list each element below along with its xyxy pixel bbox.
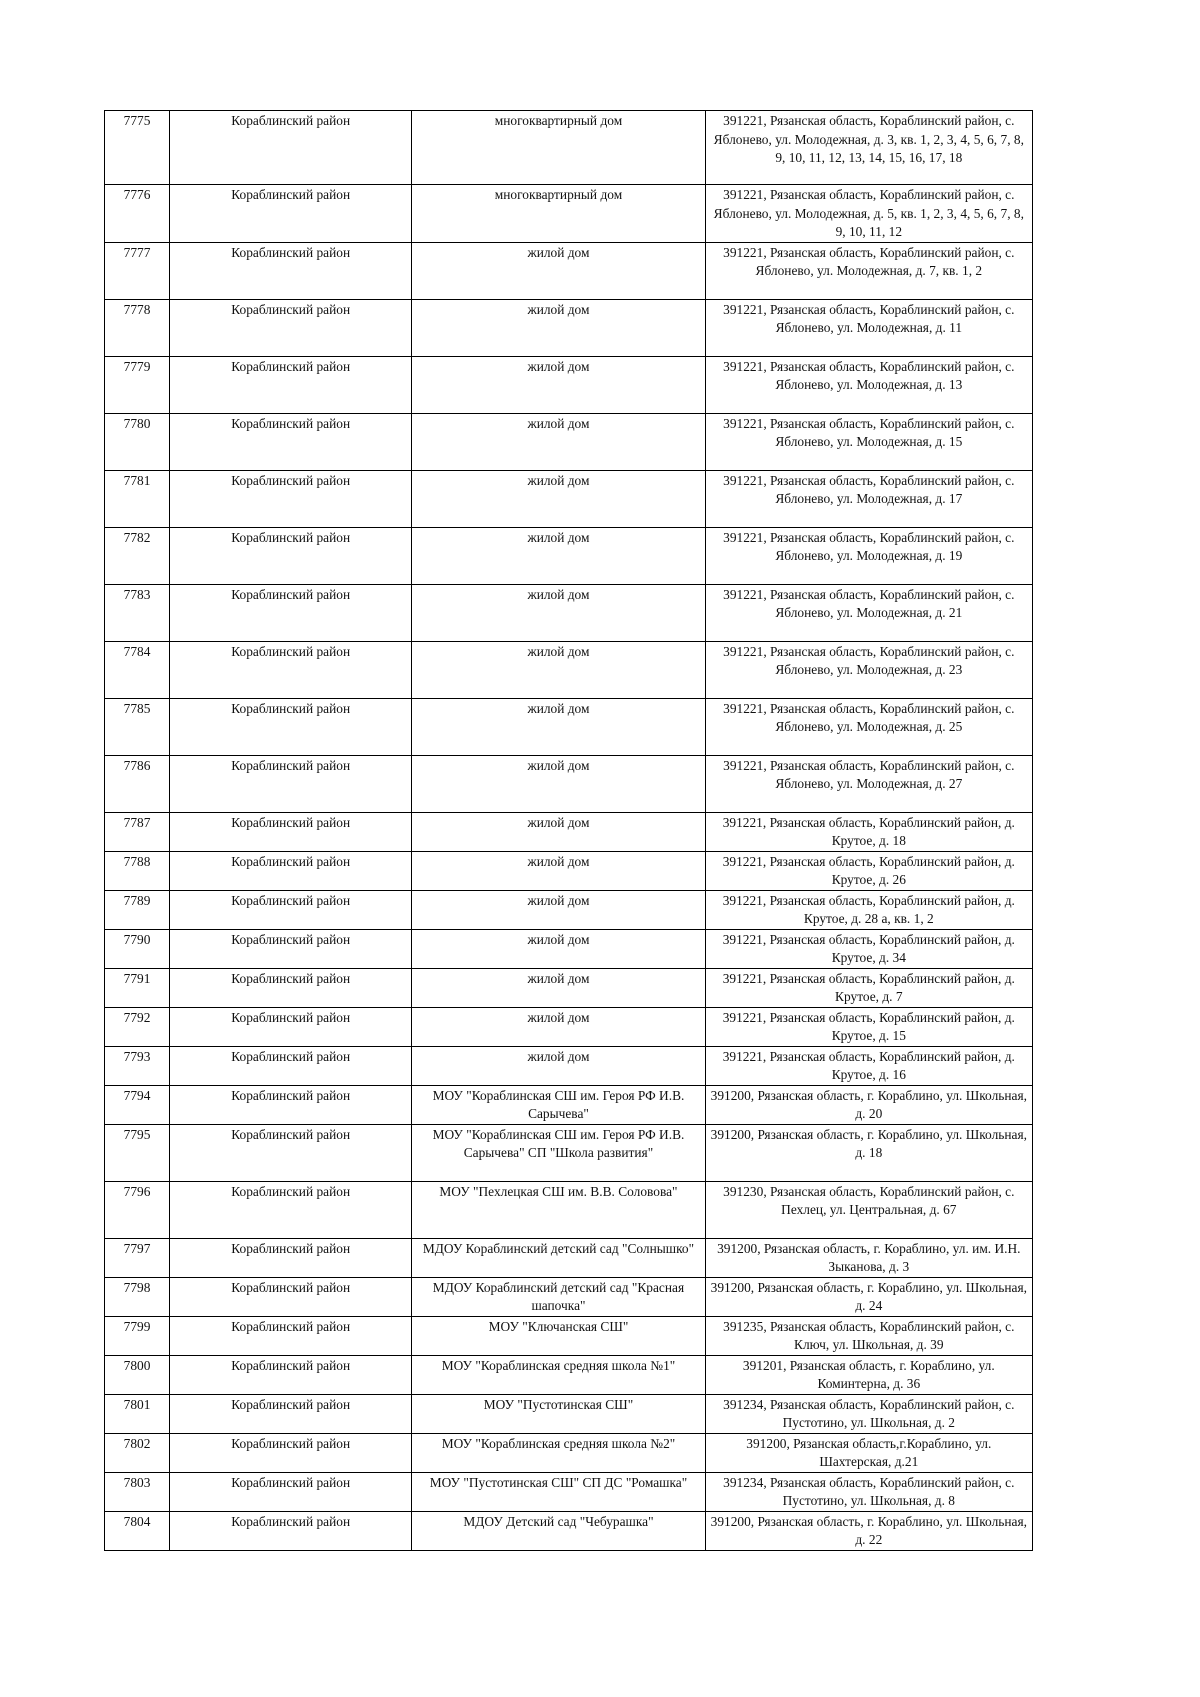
- district-cell: Кораблинский район: [170, 413, 412, 470]
- table-row: [105, 1277, 1033, 1316]
- row-number-cell: 7776: [105, 185, 170, 243]
- address-cell: 391221, Рязанская область, Кораблинский район, с. Яблонево, ул. Молодежная, д. 7, кв. 1, 2: [705, 242, 1032, 299]
- district-cell: Кораблинский район: [170, 1181, 412, 1238]
- address-cell: 391221, Рязанская область, Кораблинский район, д. Крутое, д. 7: [705, 968, 1032, 1007]
- address-cell: 391234, Рязанская область, Кораблинский район, с. Пустотино, ул. Школьная, д. 8: [705, 1472, 1032, 1511]
- table-row: [105, 1046, 1033, 1085]
- address-cell: 391221, Рязанская область, Кораблинский район, с. Яблонево, ул. Молодежная, д. 13: [705, 356, 1032, 413]
- district-cell: Кораблинский район: [170, 755, 412, 812]
- registry-body: [105, 111, 1033, 1551]
- object-type-cell: жилой дом: [412, 527, 705, 584]
- row-number-cell: 7778: [105, 299, 170, 356]
- table-row: [105, 470, 1033, 527]
- object-type-cell: жилой дом: [412, 698, 705, 755]
- address-cell: 391234, Рязанская область, Кораблинский район, с. Пустотино, ул. Школьная, д. 2: [705, 1394, 1032, 1433]
- object-type-cell: МОУ "Пехлецкая СШ им. В.В. Соловова": [412, 1181, 705, 1238]
- object-type-cell: жилой дом: [412, 1007, 705, 1046]
- table-row: [105, 1511, 1033, 1550]
- table-row: [105, 1394, 1033, 1433]
- table-row: [105, 584, 1033, 641]
- district-cell: Кораблинский район: [170, 527, 412, 584]
- row-number-cell: 7800: [105, 1355, 170, 1394]
- table-row: [105, 111, 1033, 185]
- district-cell: Кораблинский район: [170, 1511, 412, 1550]
- table-row: [105, 755, 1033, 812]
- address-cell: 391200, Рязанская область, г. Кораблино, ул. Школьная, д. 22: [705, 1511, 1032, 1550]
- row-number-cell: 7777: [105, 242, 170, 299]
- address-cell: 391221, Рязанская область, Кораблинский район, д. Крутое, д. 34: [705, 929, 1032, 968]
- district-cell: Кораблинский район: [170, 1355, 412, 1394]
- table-row: [105, 527, 1033, 584]
- row-number-cell: 7796: [105, 1181, 170, 1238]
- address-cell: 391221, Рязанская область, Кораблинский район, д. Крутое, д. 18: [705, 812, 1032, 851]
- table-row: [105, 1124, 1033, 1181]
- object-type-cell: жилой дом: [412, 851, 705, 890]
- row-number-cell: 7780: [105, 413, 170, 470]
- object-type-cell: жилой дом: [412, 929, 705, 968]
- object-type-cell: МОУ "Ключанская СШ": [412, 1316, 705, 1355]
- table-row: [105, 851, 1033, 890]
- address-cell: 391221, Рязанская область, Кораблинский район, с. Яблонево, ул. Молодежная, д. 27: [705, 755, 1032, 812]
- address-cell: 391200, Рязанская область, г. Кораблино, ул. Школьная, д. 20: [705, 1085, 1032, 1124]
- district-cell: Кораблинский район: [170, 890, 412, 929]
- row-number-cell: 7803: [105, 1472, 170, 1511]
- object-type-cell: МОУ "Кораблинская средняя школа №2": [412, 1433, 705, 1472]
- address-cell: 391200, Рязанская область, г. Кораблино, ул. им. И.Н. Зыканова, д. 3: [705, 1238, 1032, 1277]
- row-number-cell: 7775: [105, 111, 170, 185]
- table-row: [105, 1007, 1033, 1046]
- row-number-cell: 7789: [105, 890, 170, 929]
- object-type-cell: жилой дом: [412, 584, 705, 641]
- address-cell: 391221, Рязанская область, Кораблинский район, с. Яблонево, ул. Молодежная, д. 5, кв. 1, 2, 3, 4, 5, 6, 7, 8, 9, 10, 11, 12: [705, 185, 1032, 243]
- table-row: [105, 929, 1033, 968]
- row-number-cell: 7794: [105, 1085, 170, 1124]
- address-cell: 391221, Рязанская область, Кораблинский район, д. Крутое, д. 16: [705, 1046, 1032, 1085]
- district-cell: Кораблинский район: [170, 299, 412, 356]
- table-row: [105, 1316, 1033, 1355]
- object-type-cell: жилой дом: [412, 968, 705, 1007]
- district-cell: Кораблинский район: [170, 1046, 412, 1085]
- district-cell: Кораблинский район: [170, 929, 412, 968]
- table-row: [105, 890, 1033, 929]
- object-type-cell: жилой дом: [412, 356, 705, 413]
- table-row: [105, 1472, 1033, 1511]
- district-cell: Кораблинский район: [170, 1007, 412, 1046]
- object-type-cell: жилой дом: [412, 755, 705, 812]
- table-row: [105, 356, 1033, 413]
- district-cell: Кораблинский район: [170, 698, 412, 755]
- district-cell: Кораблинский район: [170, 1394, 412, 1433]
- address-cell: 391221, Рязанская область, Кораблинский район, с. Яблонево, ул. Молодежная, д. 11: [705, 299, 1032, 356]
- address-cell: 391200, Рязанская область, г. Кораблино, ул. Школьная, д. 24: [705, 1277, 1032, 1316]
- district-cell: Кораблинский район: [170, 812, 412, 851]
- row-number-cell: 7782: [105, 527, 170, 584]
- table-row: [105, 1181, 1033, 1238]
- district-cell: Кораблинский район: [170, 1472, 412, 1511]
- row-number-cell: 7791: [105, 968, 170, 1007]
- object-type-cell: жилой дом: [412, 470, 705, 527]
- district-cell: Кораблинский район: [170, 1238, 412, 1277]
- table-row: [105, 413, 1033, 470]
- district-cell: Кораблинский район: [170, 356, 412, 413]
- district-cell: Кораблинский район: [170, 1124, 412, 1181]
- object-type-cell: жилой дом: [412, 812, 705, 851]
- registry-table: [104, 110, 1033, 1551]
- object-type-cell: жилой дом: [412, 1046, 705, 1085]
- table-row: [105, 1238, 1033, 1277]
- district-cell: Кораблинский район: [170, 1316, 412, 1355]
- district-cell: Кораблинский район: [170, 111, 412, 185]
- object-type-cell: МДОУ Кораблинский детский сад "Красная шапочка": [412, 1277, 705, 1316]
- district-cell: Кораблинский район: [170, 1085, 412, 1124]
- row-number-cell: 7787: [105, 812, 170, 851]
- row-number-cell: 7781: [105, 470, 170, 527]
- row-number-cell: 7795: [105, 1124, 170, 1181]
- address-cell: 391200, Рязанская область,г.Кораблино, ул. Шахтерская, д.21: [705, 1433, 1032, 1472]
- object-type-cell: многоквартирный дом: [412, 111, 705, 185]
- address-cell: 391221, Рязанская область, Кораблинский район, с. Яблонево, ул. Молодежная, д. 19: [705, 527, 1032, 584]
- table-row: [105, 1355, 1033, 1394]
- row-number-cell: 7792: [105, 1007, 170, 1046]
- object-type-cell: МОУ "Пустотинская СШ" СП ДС "Ромашка": [412, 1472, 705, 1511]
- address-cell: 391221, Рязанская область, Кораблинский район, с. Яблонево, ул. Молодежная, д. 23: [705, 641, 1032, 698]
- object-type-cell: жилой дом: [412, 890, 705, 929]
- object-type-cell: МДОУ Кораблинский детский сад "Солнышко": [412, 1238, 705, 1277]
- table-row: [105, 299, 1033, 356]
- district-cell: Кораблинский район: [170, 1433, 412, 1472]
- object-type-cell: МОУ "Кораблинская средняя школа №1": [412, 1355, 705, 1394]
- object-type-cell: жилой дом: [412, 242, 705, 299]
- row-number-cell: 7784: [105, 641, 170, 698]
- table-row: [105, 641, 1033, 698]
- address-cell: 391200, Рязанская область, г. Кораблино, ул. Школьная, д. 18: [705, 1124, 1032, 1181]
- district-cell: Кораблинский район: [170, 641, 412, 698]
- row-number-cell: 7783: [105, 584, 170, 641]
- district-cell: Кораблинский район: [170, 584, 412, 641]
- district-cell: Кораблинский район: [170, 1277, 412, 1316]
- address-cell: 391221, Рязанская область, Кораблинский район, д. Крутое, д. 28 а, кв. 1, 2: [705, 890, 1032, 929]
- district-cell: Кораблинский район: [170, 851, 412, 890]
- row-number-cell: 7802: [105, 1433, 170, 1472]
- table-row: [105, 812, 1033, 851]
- address-cell: 391221, Рязанская область, Кораблинский район, с. Яблонево, ул. Молодежная, д. 17: [705, 470, 1032, 527]
- address-cell: 391221, Рязанская область, Кораблинский район, с. Яблонево, ул. Молодежная, д. 15: [705, 413, 1032, 470]
- table-row: [105, 185, 1033, 243]
- address-cell: 391221, Рязанская область, Кораблинский район, с. Яблонево, ул. Молодежная, д. 25: [705, 698, 1032, 755]
- row-number-cell: 7797: [105, 1238, 170, 1277]
- object-type-cell: МОУ "Кораблинская СШ им. Героя РФ И.В. Сарычева": [412, 1085, 705, 1124]
- row-number-cell: 7804: [105, 1511, 170, 1550]
- address-cell: 391235, Рязанская область, Кораблинский район, с. Ключ, ул. Школьная, д. 39: [705, 1316, 1032, 1355]
- object-type-cell: многоквартирный дом: [412, 185, 705, 243]
- object-type-cell: МДОУ Детский сад "Чебурашка": [412, 1511, 705, 1550]
- row-number-cell: 7790: [105, 929, 170, 968]
- row-number-cell: 7801: [105, 1394, 170, 1433]
- row-number-cell: 7788: [105, 851, 170, 890]
- object-type-cell: МОУ "Пустотинская СШ": [412, 1394, 705, 1433]
- address-cell: 391201, Рязанская область, г. Кораблино, ул. Коминтерна, д. 36: [705, 1355, 1032, 1394]
- table-row: [105, 1433, 1033, 1472]
- row-number-cell: 7779: [105, 356, 170, 413]
- address-cell: 391221, Рязанская область, Кораблинский район, д. Крутое, д. 15: [705, 1007, 1032, 1046]
- district-cell: Кораблинский район: [170, 968, 412, 1007]
- address-cell: 391221, Рязанская область, Кораблинский район, с. Яблонево, ул. Молодежная, д. 21: [705, 584, 1032, 641]
- object-type-cell: жилой дом: [412, 641, 705, 698]
- table-row: [105, 242, 1033, 299]
- object-type-cell: МОУ "Кораблинская СШ им. Героя РФ И.В. Сарычева" СП "Школа развития": [412, 1124, 705, 1181]
- object-type-cell: жилой дом: [412, 413, 705, 470]
- district-cell: Кораблинский район: [170, 185, 412, 243]
- row-number-cell: 7785: [105, 698, 170, 755]
- address-cell: 391230, Рязанская область, Кораблинский район, с. Пехлец, ул. Центральная, д. 67: [705, 1181, 1032, 1238]
- row-number-cell: 7798: [105, 1277, 170, 1316]
- address-cell: 391221, Рязанская область, Кораблинский район, д. Крутое, д. 26: [705, 851, 1032, 890]
- table-row: [105, 698, 1033, 755]
- district-cell: Кораблинский район: [170, 242, 412, 299]
- address-cell: 391221, Рязанская область, Кораблинский район, с. Яблонево, ул. Молодежная, д. 3, кв. 1, 2, 3, 4, 5, 6, 7, 8, 9, 10, 11, 12, 13, 14, 15, 16, 17, 18: [705, 111, 1032, 185]
- district-cell: Кораблинский район: [170, 470, 412, 527]
- row-number-cell: 7793: [105, 1046, 170, 1085]
- row-number-cell: 7799: [105, 1316, 170, 1355]
- table-row: [105, 968, 1033, 1007]
- table-row: [105, 1085, 1033, 1124]
- row-number-cell: 7786: [105, 755, 170, 812]
- object-type-cell: жилой дом: [412, 299, 705, 356]
